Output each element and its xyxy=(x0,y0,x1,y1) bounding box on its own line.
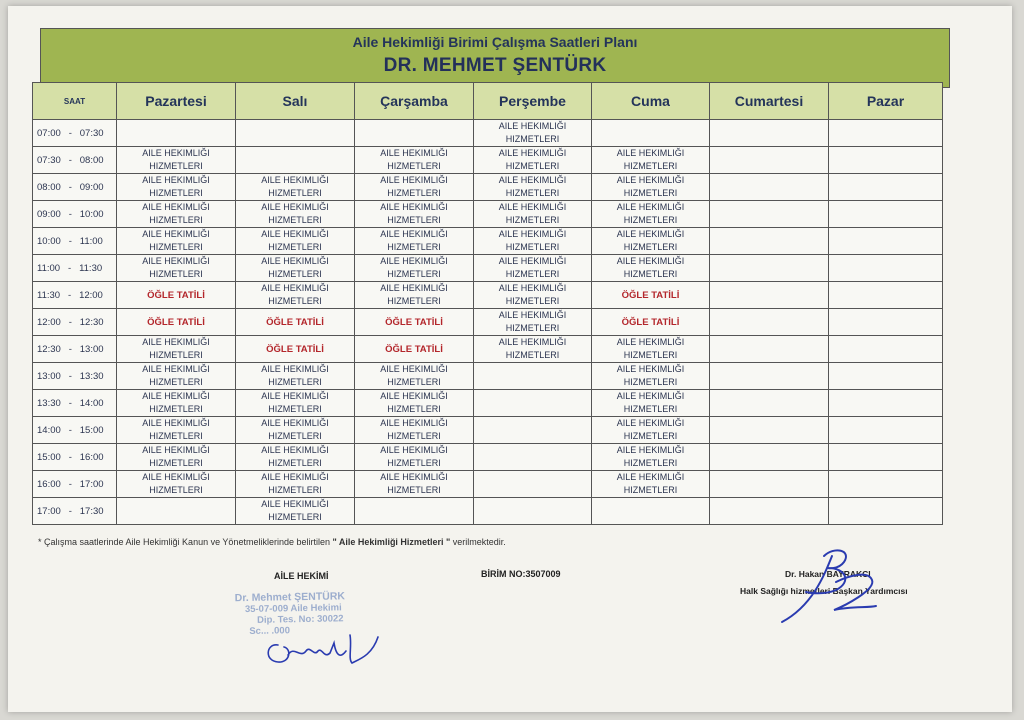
service-line-1: AILE HEKIMLIĞI xyxy=(380,418,448,428)
cell-carsamba xyxy=(355,471,474,498)
lunch-break: ÖĞLE TATİLİ xyxy=(355,309,474,336)
cell-pazartesi xyxy=(117,471,236,498)
service-line-2: HIZMETLERI xyxy=(387,242,441,252)
service-line-1: AILE HEKIMLIĞI xyxy=(142,202,210,212)
time-slot: 13:30 - 14:00 xyxy=(33,390,117,417)
cell-cuma xyxy=(592,228,710,255)
service-line-1: AILE HEKIMLIĞI xyxy=(380,202,448,212)
lunch-break: ÖĞLE TATİLİ xyxy=(236,309,355,336)
service-line-2: HIZMETLERI xyxy=(149,188,203,198)
service-line-2: HIZMETLERI xyxy=(505,323,560,333)
service-line-1: AILE HEKIMLIĞI xyxy=(498,229,567,239)
table-row xyxy=(33,417,943,444)
service-line-2: HIZMETLERI xyxy=(149,161,203,171)
service-line-2: HIZMETLERI xyxy=(623,404,678,414)
cell-cuma xyxy=(592,201,710,228)
service-line-2: HIZMETLERI xyxy=(268,269,322,279)
service-line-2: HIZMETLERI xyxy=(623,161,678,171)
cell-persembe xyxy=(474,147,592,174)
table-row xyxy=(33,201,943,228)
cell-pazartesi xyxy=(117,363,236,390)
cell-sali xyxy=(236,255,355,282)
column-header-cuma: Cuma xyxy=(592,83,710,120)
cell-cuma xyxy=(592,120,710,147)
service-line-2: HIZMETLERI xyxy=(387,431,441,441)
lunch-break: ÖĞLE TATİLİ xyxy=(355,336,474,363)
footnote-emphasis: " Aile Hekimliği Hizmetleri " xyxy=(332,537,451,547)
column-header-carsamba: Çarşamba xyxy=(355,83,474,120)
table-row xyxy=(33,282,943,309)
time-slot: 13:00 - 13:30 xyxy=(33,363,117,390)
cell-persembe xyxy=(474,444,592,471)
service-line-2: HIZMETLERI xyxy=(505,242,560,252)
service-line-2: HIZMETLERI xyxy=(623,269,678,279)
cell-pazar xyxy=(829,336,943,363)
service-line-2: HIZMETLERI xyxy=(505,269,560,279)
service-line-1: AILE HEKIMLIĞI xyxy=(380,391,448,401)
service-line-2: HIZMETLERI xyxy=(505,350,560,360)
cell-carsamba xyxy=(355,417,474,444)
cell-carsamba xyxy=(355,498,474,525)
service-line-2: HIZMETLERI xyxy=(387,269,441,279)
service-line-1: AILE HEKIMLIĞI xyxy=(261,283,329,293)
service-line-1: AILE HEKIMLIĞI xyxy=(261,499,329,509)
cell-sali xyxy=(236,471,355,498)
service-line-2: HIZMETLERI xyxy=(268,215,322,225)
lunch-break: ÖĞLE TATİLİ xyxy=(592,282,710,309)
cell-carsamba xyxy=(355,174,474,201)
time-slot: 10:00 - 11:00 xyxy=(33,228,117,255)
time-slot: 07:00 - 07:30 xyxy=(33,120,117,147)
cell-sali xyxy=(236,498,355,525)
cell-sali xyxy=(236,390,355,417)
column-header-pazartesi: Pazartesi xyxy=(117,83,236,120)
cell-cumartesi xyxy=(710,417,829,444)
service-line-1: AILE HEKIMLIĞI xyxy=(261,445,329,455)
service-line-1: AILE HEKIMLIĞI xyxy=(142,391,210,401)
cell-pazar xyxy=(829,147,943,174)
service-line-2: HIZMETLERI xyxy=(623,350,678,360)
cell-persembe xyxy=(474,228,592,255)
footnote-suffix: verilmektedir. xyxy=(450,537,506,547)
service-line-2: HIZMETLERI xyxy=(387,458,441,468)
official-title: Halk Sağlığı hizmetleri Başkan Yardımcısı xyxy=(740,586,908,596)
cell-pazar xyxy=(829,228,943,255)
service-line-1: AILE HEKIMLIĞI xyxy=(498,310,567,320)
service-line-1: AILE HEKIMLIĞI xyxy=(616,175,685,185)
service-line-1: AILE HEKIMLIĞI xyxy=(142,472,210,482)
service-line-1: AILE HEKIMLIĞI xyxy=(380,283,448,293)
service-line-2: HIZMETLERI xyxy=(149,458,203,468)
cell-pazartesi xyxy=(117,228,236,255)
label-unit-number: BİRİM NO:3507009 xyxy=(481,569,561,579)
cell-cuma xyxy=(592,390,710,417)
service-line-2: HIZMETLERI xyxy=(268,458,322,468)
service-line-1: AILE HEKIMLIĞI xyxy=(498,337,567,347)
service-line-2: HIZMETLERI xyxy=(505,161,560,171)
cell-sali xyxy=(236,417,355,444)
cell-persembe xyxy=(474,498,592,525)
service-line-1: AILE HEKIMLIĞI xyxy=(142,337,210,347)
schedule-body xyxy=(33,120,943,525)
table-row xyxy=(33,444,943,471)
service-line-2: HIZMETLERI xyxy=(387,188,441,198)
cell-pazartesi xyxy=(117,174,236,201)
service-line-1: AILE HEKIMLIĞI xyxy=(616,472,685,482)
cell-cumartesi xyxy=(710,201,829,228)
service-line-2: HIZMETLERI xyxy=(623,458,678,468)
cell-pazar xyxy=(829,390,943,417)
column-header-pazar: Pazar xyxy=(829,83,943,120)
cell-cumartesi xyxy=(710,174,829,201)
cell-persembe xyxy=(474,309,592,336)
cell-carsamba xyxy=(355,444,474,471)
time-slot: 16:00 - 17:00 xyxy=(33,471,117,498)
service-line-1: AILE HEKIMLIĞI xyxy=(261,202,329,212)
service-line-1: AILE HEKIMLIĞI xyxy=(498,175,567,185)
cell-cuma xyxy=(592,417,710,444)
service-line-1: AILE HEKIMLIĞI xyxy=(498,283,567,293)
service-line-2: HIZMETLERI xyxy=(505,134,560,144)
cell-pazartesi xyxy=(117,390,236,417)
cell-persembe xyxy=(474,471,592,498)
cell-carsamba xyxy=(355,390,474,417)
cell-pazartesi xyxy=(117,147,236,174)
service-line-1: AILE HEKIMLIĞI xyxy=(261,364,329,374)
table-row xyxy=(33,390,943,417)
service-line-1: AILE HEKIMLIĞI xyxy=(261,229,329,239)
cell-cuma xyxy=(592,255,710,282)
service-line-1: AILE HEKIMLIĞI xyxy=(616,445,685,455)
service-line-1: AILE HEKIMLIĞI xyxy=(616,202,685,212)
cell-persembe xyxy=(474,363,592,390)
column-header-saat: SAAT xyxy=(33,83,117,120)
service-line-2: HIZMETLERI xyxy=(623,431,678,441)
time-slot: 12:00 - 12:30 xyxy=(33,309,117,336)
table-row xyxy=(33,498,943,525)
service-line-2: HIZMETLERI xyxy=(387,296,441,306)
cell-persembe xyxy=(474,201,592,228)
service-line-1: AILE HEKIMLIĞI xyxy=(142,418,210,428)
service-line-2: HIZMETLERI xyxy=(387,485,441,495)
cell-pazar xyxy=(829,471,943,498)
service-line-1: AILE HEKIMLIĞI xyxy=(380,472,448,482)
service-line-1: AILE HEKIMLIĞI xyxy=(380,148,448,158)
service-line-1: AILE HEKIMLIĞI xyxy=(142,175,210,185)
service-line-1: AILE HEKIMLIĞI xyxy=(142,256,210,266)
service-line-1: AILE HEKIMLIĞI xyxy=(261,472,329,482)
table-row xyxy=(33,174,943,201)
service-line-2: HIZMETLERI xyxy=(623,215,678,225)
stamp-line-1: Dr. Mehmet ŞENTÜRK xyxy=(234,590,346,605)
cell-cumartesi xyxy=(710,336,829,363)
service-line-2: HIZMETLERI xyxy=(268,242,322,252)
doctor-signature xyxy=(260,625,385,670)
cell-carsamba xyxy=(355,228,474,255)
cell-cumartesi xyxy=(710,498,829,525)
cell-cumartesi xyxy=(710,255,829,282)
cell-carsamba xyxy=(355,120,474,147)
cell-cuma xyxy=(592,363,710,390)
service-line-1: AILE HEKIMLIĞI xyxy=(380,175,448,185)
service-line-2: HIZMETLERI xyxy=(387,215,441,225)
service-line-1: AILE HEKIMLIĞI xyxy=(616,148,685,158)
cell-sali xyxy=(236,228,355,255)
cell-pazartesi xyxy=(117,444,236,471)
service-line-1: AILE HEKIMLIĞI xyxy=(380,445,448,455)
cell-cuma xyxy=(592,498,710,525)
cell-persembe xyxy=(474,417,592,444)
service-line-1: AILE HEKIMLIĞI xyxy=(616,418,685,428)
official-signature xyxy=(772,546,882,628)
service-line-2: HIZMETLERI xyxy=(268,512,322,522)
service-line-2: HIZMETLERI xyxy=(149,485,203,495)
cell-pazartesi xyxy=(117,336,236,363)
service-line-2: HIZMETLERI xyxy=(149,269,203,279)
cell-cuma xyxy=(592,444,710,471)
cell-pazar xyxy=(829,363,943,390)
cell-sali xyxy=(236,147,355,174)
service-line-2: HIZMETLERI xyxy=(505,296,560,306)
column-header-sali: Salı xyxy=(236,83,355,120)
cell-cuma xyxy=(592,471,710,498)
service-line-1: AILE HEKIMLIĞI xyxy=(142,148,210,158)
cell-pazar xyxy=(829,498,943,525)
doctor-name: DR. MEHMET ŞENTÜRK xyxy=(383,55,607,76)
service-line-2: HIZMETLERI xyxy=(149,377,203,387)
time-slot: 09:00 - 10:00 xyxy=(33,201,117,228)
cell-persembe xyxy=(474,390,592,417)
service-line-1: AILE HEKIMLIĞI xyxy=(142,364,210,374)
time-slot: 11:00 - 11:30 xyxy=(33,255,117,282)
lunch-break: ÖĞLE TATİLİ xyxy=(117,282,236,309)
cell-pazar xyxy=(829,309,943,336)
cell-cumartesi xyxy=(710,309,829,336)
cell-carsamba xyxy=(355,282,474,309)
cell-persembe xyxy=(474,282,592,309)
service-line-1: AILE HEKIMLIĞI xyxy=(498,256,567,266)
cell-cumartesi xyxy=(710,363,829,390)
service-line-2: HIZMETLERI xyxy=(387,404,441,414)
service-line-2: HIZMETLERI xyxy=(149,404,203,414)
service-line-2: HIZMETLERI xyxy=(149,215,203,225)
time-slot: 12:30 - 13:00 xyxy=(33,336,117,363)
table-row xyxy=(33,363,943,390)
stamp-line-3: Dip. Tes. No: 30022 xyxy=(257,613,344,626)
cell-sali xyxy=(236,120,355,147)
time-slot: 08:00 - 09:00 xyxy=(33,174,117,201)
cell-pazar xyxy=(829,174,943,201)
cell-sali xyxy=(236,444,355,471)
service-line-2: HIZMETLERI xyxy=(387,377,441,387)
stamp-line-2: 35-07-009 Aile Hekimi xyxy=(244,602,342,616)
service-line-2: HIZMETLERI xyxy=(149,242,203,252)
service-line-1: AILE HEKIMLIĞI xyxy=(616,364,685,374)
cell-pazar xyxy=(829,444,943,471)
table-row xyxy=(33,228,943,255)
service-line-2: HIZMETLERI xyxy=(149,350,203,360)
cell-cumartesi xyxy=(710,471,829,498)
cell-persembe xyxy=(474,120,592,147)
cell-persembe xyxy=(474,255,592,282)
cell-carsamba xyxy=(355,147,474,174)
cell-carsamba xyxy=(355,255,474,282)
cell-cumartesi xyxy=(710,147,829,174)
document-title: Aile Hekimliği Birimi Çalışma Saatleri Planı xyxy=(352,34,638,50)
lunch-break: ÖĞLE TATİLİ xyxy=(592,309,710,336)
service-line-2: HIZMETLERI xyxy=(505,215,560,225)
cell-pazartesi xyxy=(117,417,236,444)
cell-sali xyxy=(236,282,355,309)
time-slot: 07:30 - 08:00 xyxy=(33,147,117,174)
service-line-1: AILE HEKIMLIĞI xyxy=(380,229,448,239)
header-row xyxy=(33,83,943,120)
cell-cuma xyxy=(592,147,710,174)
service-line-2: HIZMETLERI xyxy=(268,485,322,495)
service-line-1: AILE HEKIMLIĞI xyxy=(616,229,685,239)
service-line-1: AILE HEKIMLIĞI xyxy=(616,256,685,266)
cell-pazar xyxy=(829,201,943,228)
cell-pazartesi xyxy=(117,255,236,282)
service-line-2: HIZMETLERI xyxy=(623,188,678,198)
cell-cuma xyxy=(592,336,710,363)
time-slot: 15:00 - 16:00 xyxy=(33,444,117,471)
lunch-break: ÖĞLE TATİLİ xyxy=(236,336,355,363)
cell-pazar xyxy=(829,417,943,444)
cell-cumartesi xyxy=(710,120,829,147)
service-line-1: AILE HEKIMLIĞI xyxy=(498,202,567,212)
cell-pazartesi xyxy=(117,120,236,147)
service-line-2: HIZMETLERI xyxy=(623,242,678,252)
service-line-2: HIZMETLERI xyxy=(623,485,678,495)
cell-sali xyxy=(236,174,355,201)
table-row xyxy=(33,336,943,363)
table-row xyxy=(33,255,943,282)
cell-cuma xyxy=(592,174,710,201)
service-line-2: HIZMETLERI xyxy=(268,431,322,441)
service-line-1: AILE HEKIMLIĞI xyxy=(142,445,210,455)
cell-sali xyxy=(236,201,355,228)
cell-sali xyxy=(236,363,355,390)
service-line-1: AILE HEKIMLIĞI xyxy=(261,256,329,266)
service-line-1: AILE HEKIMLIĞI xyxy=(380,364,448,374)
cell-persembe xyxy=(474,174,592,201)
cell-pazartesi xyxy=(117,201,236,228)
cell-pazar xyxy=(829,120,943,147)
table-row xyxy=(33,147,943,174)
schedule-table xyxy=(32,82,943,525)
service-line-1: AILE HEKIMLIĞI xyxy=(498,148,567,158)
cell-cumartesi xyxy=(710,390,829,417)
service-line-1: AILE HEKIMLIĞI xyxy=(142,229,210,239)
service-line-2: HIZMETLERI xyxy=(623,377,678,387)
service-line-1: AILE HEKIMLIĞI xyxy=(616,391,685,401)
service-line-2: HIZMETLERI xyxy=(149,431,203,441)
title-banner xyxy=(40,28,950,88)
cell-pazartesi xyxy=(117,498,236,525)
column-header-cumartesi: Cumartesi xyxy=(710,83,829,120)
footnote xyxy=(38,537,506,547)
label-family-doctor: AİLE HEKİMİ xyxy=(274,571,329,581)
column-header-persembe: Perşembe xyxy=(474,83,592,120)
service-line-1: AILE HEKIMLIĞI xyxy=(261,175,329,185)
service-line-2: HIZMETLERI xyxy=(505,188,560,198)
time-slot: 11:30 - 12:00 xyxy=(33,282,117,309)
service-line-1: AILE HEKIMLIĞI xyxy=(616,337,685,347)
service-line-2: HIZMETLERI xyxy=(268,296,322,306)
table-row xyxy=(33,120,943,147)
table-row xyxy=(33,471,943,498)
lunch-break: ÖĞLE TATİLİ xyxy=(117,309,236,336)
cell-cumartesi xyxy=(710,282,829,309)
cell-pazar xyxy=(829,282,943,309)
service-line-2: HIZMETLERI xyxy=(268,404,322,414)
service-line-2: HIZMETLERI xyxy=(268,377,322,387)
official-name: Dr. Hakan BAYRAKCI xyxy=(785,569,871,579)
cell-persembe xyxy=(474,336,592,363)
footnote-text: * Çalışma saatlerinde Aile Hekimliği Kanun ve Yönetmeliklerinde belirtilen xyxy=(38,537,333,547)
cell-carsamba xyxy=(355,363,474,390)
cell-pazar xyxy=(829,255,943,282)
service-line-1: AILE HEKIMLIĞI xyxy=(261,391,329,401)
time-slot: 14:00 - 15:00 xyxy=(33,417,117,444)
service-line-1: AILE HEKIMLIĞI xyxy=(380,256,448,266)
time-slot: 17:00 - 17:30 xyxy=(33,498,117,525)
service-line-2: HIZMETLERI xyxy=(387,161,441,171)
cell-cumartesi xyxy=(710,444,829,471)
cell-carsamba xyxy=(355,201,474,228)
stamp-line-4: Sc... .000 xyxy=(249,625,291,637)
service-line-1: AILE HEKIMLIĞI xyxy=(261,418,329,428)
service-line-1: AILE HEKIMLIĞI xyxy=(498,121,567,131)
table-row xyxy=(33,309,943,336)
cell-cumartesi xyxy=(710,228,829,255)
service-line-2: HIZMETLERI xyxy=(268,188,322,198)
